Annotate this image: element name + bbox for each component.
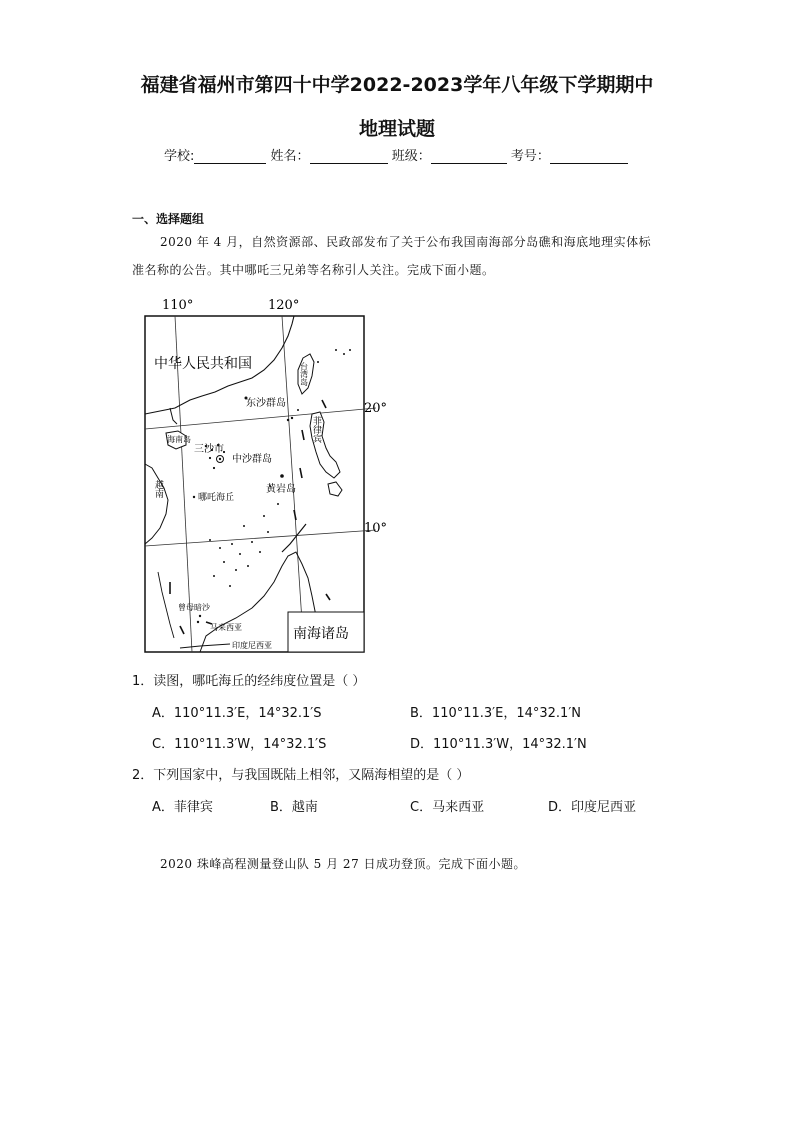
dongsha-label: 东沙群岛 bbox=[246, 398, 286, 409]
exam-title-line2: 地理试题 bbox=[358, 118, 435, 140]
number-label: 考号： bbox=[510, 149, 550, 164]
question-1-option-d[interactable]: D．110°11.3′W，14°32.1′N bbox=[410, 737, 587, 752]
question-1-option-c[interactable]: C．110°11.3′W，14°32.1′S bbox=[152, 737, 327, 752]
hainan-label: 海南岛 bbox=[167, 435, 191, 444]
south-china-sea-map bbox=[140, 296, 388, 656]
class-blank[interactable] bbox=[431, 149, 507, 164]
school-label: 学校: bbox=[164, 149, 195, 164]
vietnam-label: 越南 bbox=[153, 480, 163, 498]
name-blank[interactable] bbox=[310, 149, 388, 164]
question-2-stem: 2．下列国家中，与我国既陆上相邻，又隔海相望的是（ ） bbox=[132, 768, 470, 783]
passage-2: 2020 珠峰高程测量登山队 5 月 27 日成功登顶。完成下面小题。 bbox=[160, 857, 527, 871]
lat-20-label: 20° bbox=[364, 401, 388, 416]
student-info-row bbox=[164, 145, 628, 164]
lat-10-label: 10° bbox=[364, 521, 388, 536]
inset-label: 南海诸岛 bbox=[293, 626, 349, 642]
passage-1: 2020 年 4 月，自然资源部、民政部发布了关于公布我国南海部分岛礁和海底地理实体标准名称的公告。其中哪吒三兄弟等名称引人关注。完成下面小题。 bbox=[132, 235, 652, 277]
malaysia-label: 马来西亚 bbox=[210, 623, 242, 632]
question-1-option-b[interactable]: B．110°11.3′E，14°32.1′N bbox=[410, 706, 582, 721]
china-label: 中华人民共和国 bbox=[154, 356, 252, 372]
question-2-option-c[interactable]: C．马来西亚 bbox=[410, 800, 485, 815]
question-1-stem: 1．读图，哪吒海丘的经纬度位置是（ ） bbox=[132, 674, 366, 689]
question-1-option-a[interactable]: A．110°11.3′E，14°32.1′S bbox=[152, 706, 322, 721]
sansha-label: 三沙市 bbox=[194, 444, 224, 455]
indonesia-label: 印度尼西亚 bbox=[232, 641, 272, 650]
class-label: 班级： bbox=[391, 149, 431, 164]
question-2-option-d[interactable]: D．印度尼西亚 bbox=[548, 800, 637, 815]
question-2-option-b[interactable]: B．越南 bbox=[270, 800, 318, 815]
philippines-label: 菲律宾 bbox=[311, 416, 321, 443]
zhongsha-label: 中沙群岛 bbox=[232, 454, 272, 465]
lon-110-label: 110° bbox=[162, 298, 194, 313]
section-heading: 一、选择题组 bbox=[132, 212, 205, 226]
school-blank[interactable] bbox=[194, 149, 266, 164]
exam-title-line1: 福建省福州市第四十中学2022-2023学年八年级下学期期中 bbox=[140, 74, 654, 96]
sansha-city-center bbox=[219, 458, 221, 460]
nezha-label: 哪吒海丘 bbox=[198, 493, 235, 503]
zengmu-label: 曾母暗沙 bbox=[178, 603, 210, 612]
number-blank[interactable] bbox=[550, 149, 628, 164]
lon-120-label: 120° bbox=[268, 298, 300, 313]
question-2-option-a[interactable]: A．菲律宾 bbox=[152, 800, 213, 815]
taiwan-label: 台湾岛 bbox=[299, 362, 309, 386]
name-label: 姓名： bbox=[270, 149, 310, 164]
huangyan-label: 黄岩岛 bbox=[266, 484, 296, 495]
